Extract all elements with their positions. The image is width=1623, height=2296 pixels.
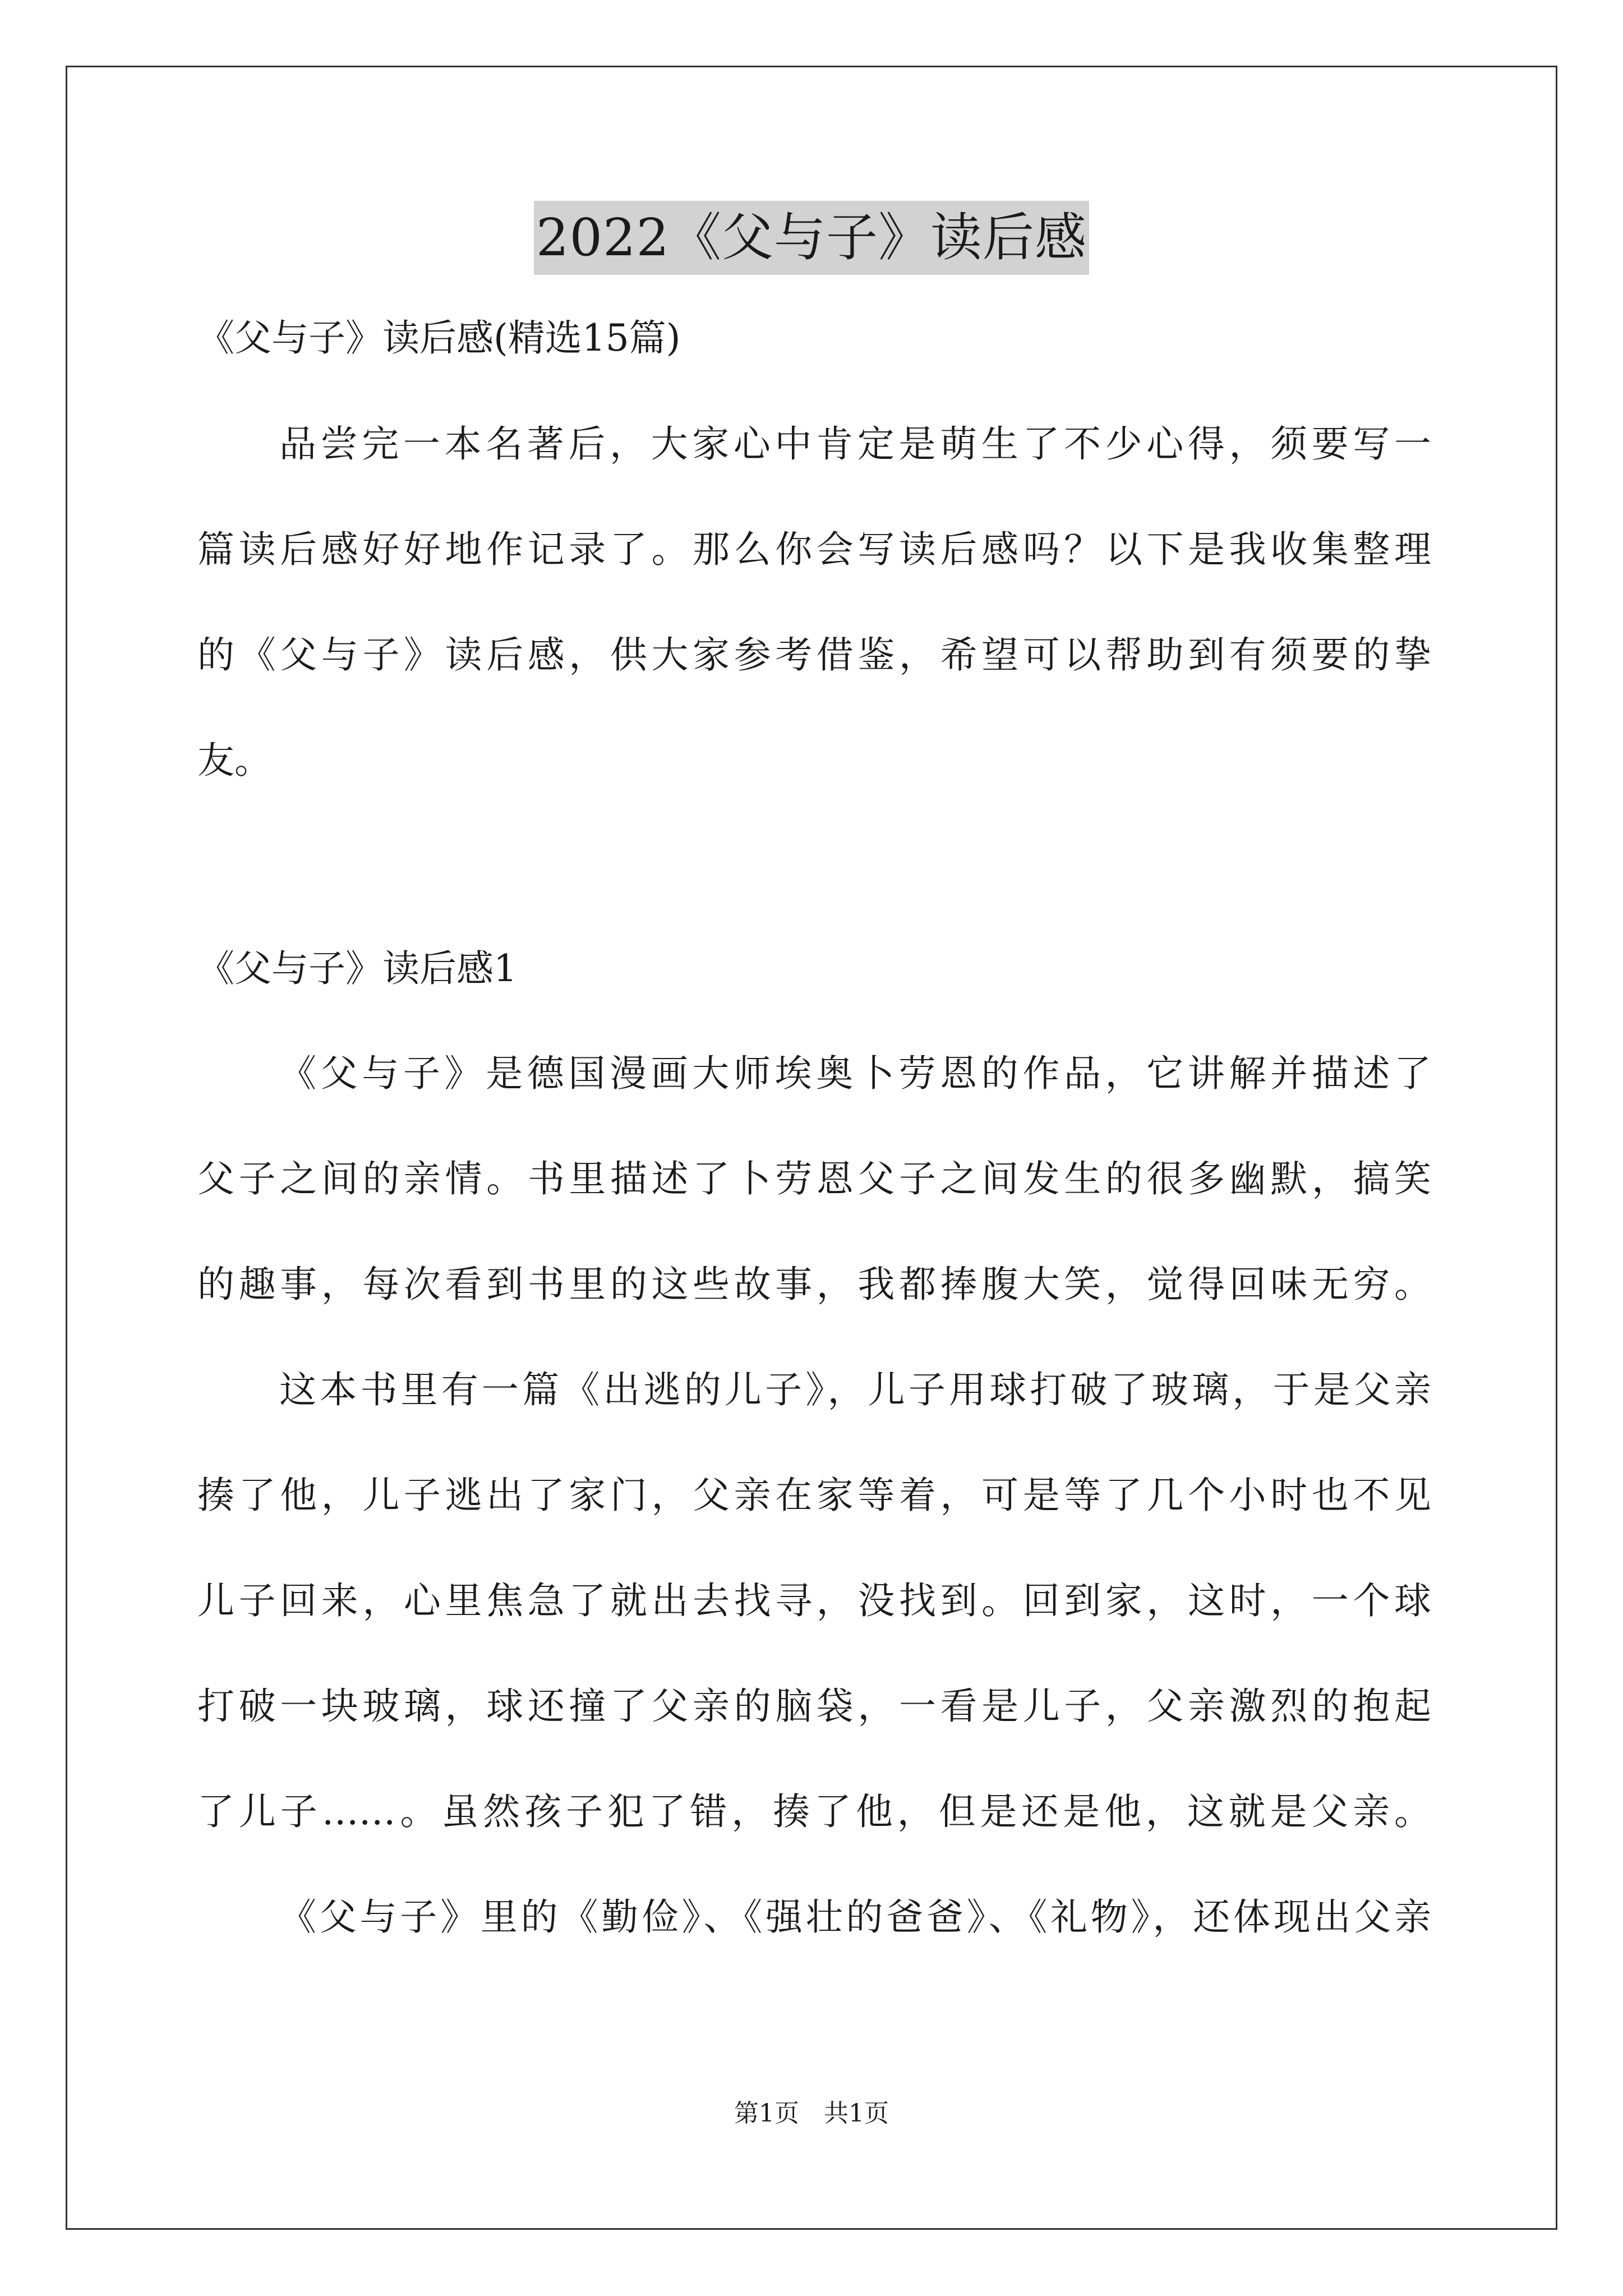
title-container [0,201,1623,275]
intro-line-4: 友。 [197,739,271,782]
intro-line-1: 品尝完一本名著后，大家心中肯定是萌生了不少心得，须要写一 [279,422,1431,466]
section-heading: 《父与子》读后感1 [197,947,517,990]
page-footer: 第1页 共1页 [734,2099,889,2128]
body-line-5: 揍了他，儿子逃出了家门，父亲在家等着，可是等了几个小时也不见 [197,1474,1431,1517]
document-title: 2022《父与子》读后感 [534,201,1089,275]
intro-line-3: 的《父与子》读后感，供大家参考借鉴，希望可以帮助到有须要的挚 [197,633,1431,677]
body-line-2: 父子之间的亲情。书里描述了卜劳恩父子之间发生的很多幽默，搞笑 [197,1157,1431,1200]
document-subtitle: 《父与子》读后感(精选15篇) [197,316,681,360]
body-line-8: 了儿子……。虽然孩子犯了错，揍了他，但是还是他，这就是父亲。 [197,1790,1431,1833]
body-line-1: 《父与子》是德国漫画大师埃奥卜劳恩的作品，它讲解并描述了 [279,1052,1431,1095]
body-line-6: 儿子回来，心里焦急了就出去找寻，没找到。回到家，这时，一个球 [197,1579,1431,1622]
body-line-4: 这本书里有一篇《出逃的儿子》，儿子用球打破了玻璃，于是父亲 [279,1368,1431,1411]
body-line-3: 的趣事，每次看到书里的这些故事，我都捧腹大笑，觉得回味无穷。 [197,1263,1431,1306]
body-line-7: 打破一块玻璃，球还撞了父亲的脑袋，一看是儿子，父亲激烈的抱起 [197,1685,1431,1728]
body-line-9: 《父与子》里的《勤俭》、《强壮的爸爸》、《礼物》，还体现出父亲 [279,1895,1431,1939]
intro-line-2: 篇读后感好好地作记录了。那么你会写读后感吗？以下是我收集整理 [197,528,1431,571]
